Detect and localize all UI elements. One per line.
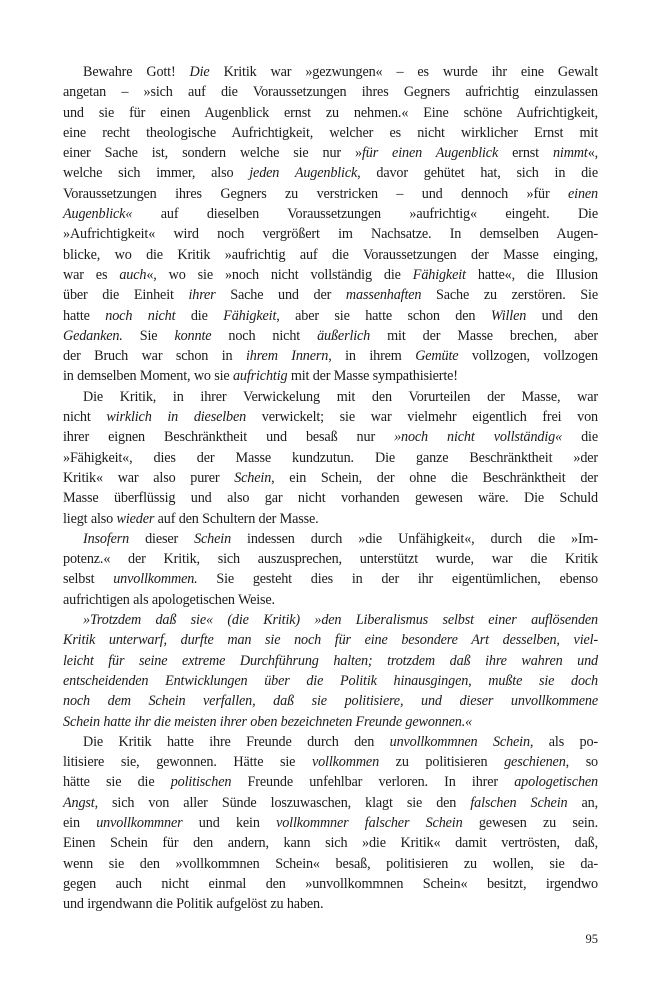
emphasized-text: wieder: [116, 510, 155, 527]
text-line: war es auch«, wo sie »noch nicht vollständig die Fähigkeit hatte«, die Illusion: [63, 266, 599, 283]
text-line: Kritik« war also purer Schein, ein Schein, der ohne die Beschränktheit der: [63, 469, 599, 486]
emphasized-text: Gedanken.: [63, 327, 123, 344]
emphasized-text: Schein hatte ihr die meisten ihrer oben bezeichneten Freunde gewonnen.«: [63, 713, 473, 730]
emphasized-text: Schein: [194, 530, 232, 547]
emphasized-text: »Trotzdem daß sie« (die Kritik) »den Liberalismus selbst einer auflösenden: [83, 612, 598, 629]
text-line: liegt also wieder auf den Schultern der Masse.: [63, 510, 319, 527]
text-line: [63, 691, 598, 711]
emphasized-text: einen: [568, 185, 598, 202]
emphasized-text: Insofern: [83, 530, 130, 547]
emphasized-text: nimmt: [552, 145, 588, 162]
text-line: Die Kritik hatte ihre Freunde durch den unvollkommnen Schein, als po-: [83, 733, 598, 750]
emphasized-text: Fähigkeit: [412, 266, 466, 283]
text-line: selbst unvollkommen. Sie gesteht dies in der ihr eigentümlichen, ebenso: [63, 571, 598, 588]
page-number: 95: [585, 932, 598, 946]
text-line: Gedanken. Sie konnte noch nicht äußerlich mit der Masse brechen, aber: [63, 327, 598, 344]
emphasized-text: politischen: [170, 774, 232, 791]
text-line: Insofern dieser Schein indessen durch »die Unfähigkeit«, durch die »Im-: [83, 530, 598, 547]
emphasized-text: geschienen: [504, 754, 566, 771]
emphasized-text: Gemüte: [415, 348, 459, 365]
emphasized-text: ihrer: [188, 287, 216, 304]
text-line: [63, 671, 598, 691]
text-line: und irgendwann die Politik aufgelöst zu haben.: [63, 896, 324, 913]
emphasized-text: leicht für seine extreme Durchführung halten; trotzdem daß ihre wahren und: [63, 652, 598, 669]
text-line: »Fähigkeit«, dies der Masse kundzutun. Die ganze Beschränktheit »der: [63, 449, 598, 466]
text-line: Einen Schein für den andern, kann sich »die Kritik« damit vertrösten, daß,: [63, 835, 598, 852]
text-line: eine recht theologische Aufrichtigkeit, welcher es nicht wirklicher Ernst mit: [63, 124, 598, 141]
emphasized-text: noch dem Schein verfallen, daß sie politisiere, und dieser unvollkommene: [63, 693, 598, 710]
emphasized-text: Augenblick«: [63, 206, 133, 223]
emphasized-text: wirklich in dieselben: [106, 409, 247, 426]
emphasized-text: für einen Augenblick: [361, 145, 499, 162]
text-line: Augenblick« auf dieselben Voraussetzungen »aufrichtig« eingeht. Die: [63, 206, 598, 223]
text-line: einer Sache ist, sondern welche sie nur »für einen Augenblick ernst nimmt«,: [63, 145, 599, 162]
text-line: Die Kritik, in ihrer Verwickelung mit den Vorurteilen der Masse, war: [83, 388, 598, 405]
text-line: angetan – »sich auf die Voraussetzungen ihres Gegners aufrichtig einzulassen: [63, 84, 598, 101]
emphasized-text: apologetischen: [514, 774, 598, 791]
text-line: der Bruch war schon in ihrem Innern, in ihrem Gemüte vollzogen, vollzogen: [63, 348, 598, 365]
text-line: hätte sie die politischen Freunde unfehlbar verloren. In ihrer apologetischen: [63, 774, 598, 791]
emphasized-text: vollkommner falscher Schein: [276, 814, 463, 831]
text-line: über die Einheit ihrer Sache und der massenhaften Sache zu zerstören. Sie: [63, 287, 598, 304]
emphasized-text: äußerlich: [317, 327, 371, 344]
emphasized-text: entscheidenden Entwicklungen über die Politik hinausgingen, mußte sie doch: [63, 672, 598, 689]
emphasized-text: Die: [189, 64, 210, 80]
text-line: blicke, wo die Kritik »aufrichtig auf die Voraussetzungen der Masse einging,: [63, 246, 598, 263]
text-line: litisiere sie, gewonnen. Hätte sie vollkommen zu politisieren geschienen, so: [63, 754, 599, 771]
emphasized-text: noch nicht: [105, 307, 176, 324]
emphasized-text: Fähigkeit: [223, 307, 277, 324]
emphasized-text: konnte: [174, 327, 212, 344]
text-line: Angst, sich von aller Sünde loszuwaschen, klagt sie den falschen Schein an,: [63, 794, 599, 811]
emphasized-text: unvollkommner: [96, 814, 183, 831]
emphasized-text: massenhaften: [345, 287, 422, 304]
text-line: Voraussetzungen ihres Gegners zu verstricken – und dennoch »für einen: [63, 185, 598, 202]
text-line: [63, 651, 598, 671]
text-line: »Aufrichtigkeit« wird noch vergrößert im Nachsatze. In demselben Augen-: [63, 226, 598, 243]
emphasized-text: unvollkommen.: [113, 571, 198, 588]
emphasized-text: falschen Schein: [470, 794, 568, 811]
text-line: nicht wirklich in dieselben verwickelt; sie war vielmehr eigentlich frei von: [63, 409, 599, 426]
text-line: potenz.« der Kritik, sich auszusprechen, unterstützt wurde, war die Kritik: [63, 551, 598, 568]
text-line: [63, 630, 598, 650]
text-line: ein unvollkommner und kein vollkommner falscher Schein gewesen zu sein.: [63, 814, 598, 831]
emphasized-text: vollkommen: [311, 754, 380, 771]
text-line: wenn sie den »vollkommnen Schein« besaß, politisieren zu wollen, sie da-: [63, 855, 598, 872]
text-line: aufrichtigen als apologetischen Weise.: [63, 591, 275, 608]
text-line: welche sich immer, also jeden Augenblick, davor gehütet hat, sich in die: [63, 165, 598, 182]
text-line: [63, 610, 598, 630]
text-line: in demselben Moment, wo sie aufrichtig mit der Masse sympathisierte!: [63, 368, 458, 385]
emphasized-text: jeden Augenblick: [249, 165, 358, 182]
text-line: Masse überflüssig und also gar nicht vorhanden gewesen wäre. Die Schuld: [63, 490, 598, 507]
text-line: ihrer eignen Beschränktheit und besaß nur »noch nicht vollständig« die: [63, 429, 598, 446]
text-line: hatte noch nicht die Fähigkeit, aber sie hatte schon den Willen und den: [63, 307, 599, 324]
page-text: [63, 62, 598, 914]
emphasized-text: auch: [119, 266, 147, 283]
text-line: Bewahre Gott! Die Kritik war »gezwungen« – es wurde ihr eine Gewalt: [83, 64, 598, 80]
emphasized-text: ihrem Innern: [245, 348, 329, 365]
emphasized-text: »noch nicht vollständig«: [394, 429, 563, 446]
emphasized-text: Angst: [63, 794, 95, 811]
emphasized-text: aufrichtig: [232, 368, 288, 385]
text-line: gegen auch nicht einmal den »unvollkommnen Schein« besitzt, irgendwo: [63, 875, 598, 892]
text-line: und sie für einen Augenblick ernst zu nehmen.« Eine schöne Aufrichtigkeit,: [63, 104, 598, 121]
text-line: [63, 712, 598, 732]
emphasized-text: Schein: [234, 469, 272, 486]
emphasized-text: unvollkommnen Schein: [389, 733, 530, 750]
emphasized-text: Kritik unterwarf, durfte man sie noch für eine besondere Art desselben, viel-: [63, 632, 598, 649]
emphasized-text: Willen: [490, 307, 527, 324]
